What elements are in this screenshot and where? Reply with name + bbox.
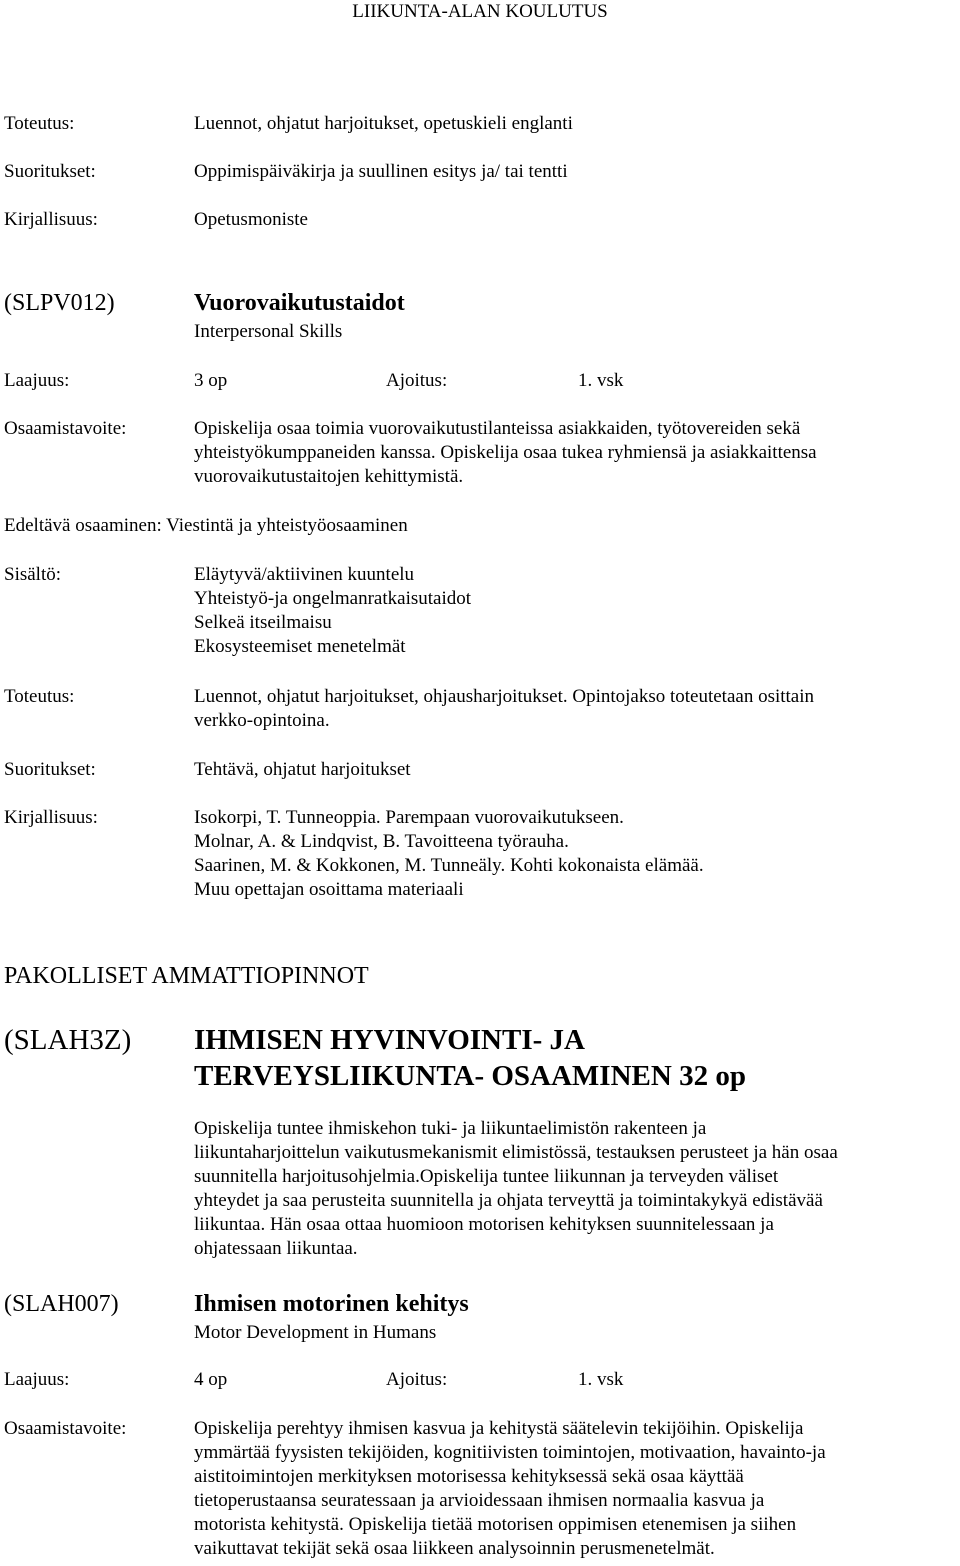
text-line: suunnitella harjoitusohjelmia.Opiskelija tuntee liikunnan ja terveyden väliset	[194, 1166, 779, 1187]
suoritukset-value: Tehtävä, ohjatut harjoitukset	[194, 759, 411, 780]
module-code: (SLAH3Z)	[4, 1024, 132, 1056]
osaamistavoite-text	[194, 1417, 826, 1561]
course-title: Ihmisen motorinen kehitys	[194, 1291, 469, 1317]
laajuus-label: Laajuus:	[4, 1369, 70, 1390]
sisalto-label: Sisältö:	[4, 564, 62, 585]
course-title: Vuorovaikutustaidot	[194, 290, 405, 316]
suoritukset-value: Oppimispäiväkirja ja suullinen esitys ja/ tai tentti	[194, 161, 568, 182]
ajoitus-label: Ajoitus:	[386, 370, 448, 391]
text-line: verkko-opintoina.	[194, 710, 330, 731]
list-item: Isokorpi, T. Tunneoppia. Parempaan vuorovaikutukseen.	[194, 807, 624, 828]
edeltava-osaaminen: Edeltävä osaaminen: Viestintä ja yhteistyöosaaminen	[4, 515, 408, 536]
list-item: Ekosysteemiset menetelmät	[194, 636, 406, 657]
list-item: Yhteistyö-ja ongelmanratkaisutaidot	[194, 588, 472, 609]
ajoitus-value: 1. vsk	[578, 1369, 624, 1390]
text-line: vuorovaikutustaitojen kehittymistä.	[194, 466, 464, 487]
text-line: yhteistyökumppaneiden kanssa. Opiskelija osaa tukea ryhmiensä ja asiakkaittensa	[194, 442, 817, 463]
ajoitus-value: 1. vsk	[578, 370, 624, 391]
toteutus-value: Luennot, ohjatut harjoitukset, opetuskieli englanti	[194, 113, 573, 134]
course-subtitle: Motor Development in Humans	[194, 1322, 437, 1343]
kirjallisuus-label: Kirjallisuus:	[4, 807, 98, 828]
list-item: Selkeä itseilmaisu	[194, 612, 332, 633]
list-item: Eläytyvä/aktiivinen kuuntelu	[194, 564, 415, 585]
text-line: motorista kehitystä. Opiskelija tietää motorisen oppimisen etenemisen ja siihen	[194, 1514, 797, 1535]
module-description	[194, 1117, 838, 1261]
toteutus-text	[194, 685, 814, 733]
page-header: LIIKUNTA-ALAN KOULUTUS	[352, 1, 608, 22]
osaamistavoite-label: Osaamistavoite:	[4, 418, 127, 439]
sisalto-list	[194, 563, 471, 659]
laajuus-value: 3 op	[194, 370, 228, 391]
laajuus-label: Laajuus:	[4, 370, 70, 391]
text-line: tietoperustaansa seuratessaan ja arvioidessaan ihmisen normaalia kasvua ja	[194, 1490, 765, 1511]
kirjallisuus-label: Kirjallisuus:	[4, 209, 98, 230]
text-line: aistitoimintojen merkityksen motorisessa kehityksessä sekä osaa käyttää	[194, 1466, 744, 1487]
text-line: vaikuttavat tekijät sekä osaa liikkeen analysoinnin perusmenetelmät.	[194, 1538, 715, 1559]
course-code: (SLAH007)	[4, 1291, 119, 1317]
toteutus-label: Toteutus:	[4, 113, 75, 134]
suoritukset-label: Suoritukset:	[4, 161, 96, 182]
section-title: PAKOLLISET AMMATTIOPINNOT	[4, 963, 369, 989]
toteutus-label: Toteutus:	[4, 686, 75, 707]
list-item: Saarinen, M. & Kokkonen, M. Tunneäly. Kohti kokonaista elämää.	[194, 855, 704, 876]
course-subtitle: Interpersonal Skills	[194, 321, 343, 342]
kirjallisuus-value: Opetusmoniste	[194, 209, 308, 230]
module-title	[194, 1022, 746, 1094]
text-line: liikuntaa. Hän osaa ottaa huomioon motorisen kehityksen suunnitelessaan ja	[194, 1214, 774, 1235]
laajuus-value: 4 op	[194, 1369, 228, 1390]
title-line: TERVEYSLIIKUNTA- OSAAMINEN 32 op	[194, 1060, 746, 1092]
text-line: Opiskelija perehtyy ihmisen kasvua ja kehitystä säätelevin tekijöihin. Opiskelija	[194, 1418, 804, 1439]
kirjallisuus-list	[194, 806, 704, 902]
title-line: IHMISEN HYVINVOINTI- JA	[194, 1024, 585, 1056]
text-line: Opiskelija tuntee ihmiskehon tuki- ja liikuntaelimistön rakenteen ja	[194, 1118, 707, 1139]
text-line: yhteydet ja saa perusteita suunnitella ja ohjata terveyttä ja toimintakykyä edistävää	[194, 1190, 823, 1211]
text-line: ohjatessaan liikuntaa.	[194, 1238, 358, 1259]
text-line: ymmärtää fyysisten tekijöiden, kognitiivisten toimintojen, motivaation, havainto-ja	[194, 1442, 826, 1463]
list-item: Molnar, A. & Lindqvist, B. Tavoitteena työrauha.	[194, 831, 569, 852]
text-line: Luennot, ohjatut harjoitukset, ohjausharjoitukset. Opintojakso toteutetaan osittain	[194, 686, 815, 707]
text-line: Opiskelija osaa toimia vuorovaikutustilanteissa asiakkaiden, työtovereiden sekä	[194, 418, 801, 439]
list-item: Muu opettajan osoittama materiaali	[194, 879, 464, 900]
ajoitus-label: Ajoitus:	[386, 1369, 448, 1390]
text-line: liikuntaharjoittelun vaikutusmekanismit elimistössä, testauksen perusteet ja hän osaa	[194, 1142, 838, 1163]
osaamistavoite-label: Osaamistavoite:	[4, 1418, 127, 1439]
osaamistavoite-text	[194, 417, 817, 489]
course-code: (SLPV012)	[4, 290, 115, 316]
suoritukset-label: Suoritukset:	[4, 759, 96, 780]
